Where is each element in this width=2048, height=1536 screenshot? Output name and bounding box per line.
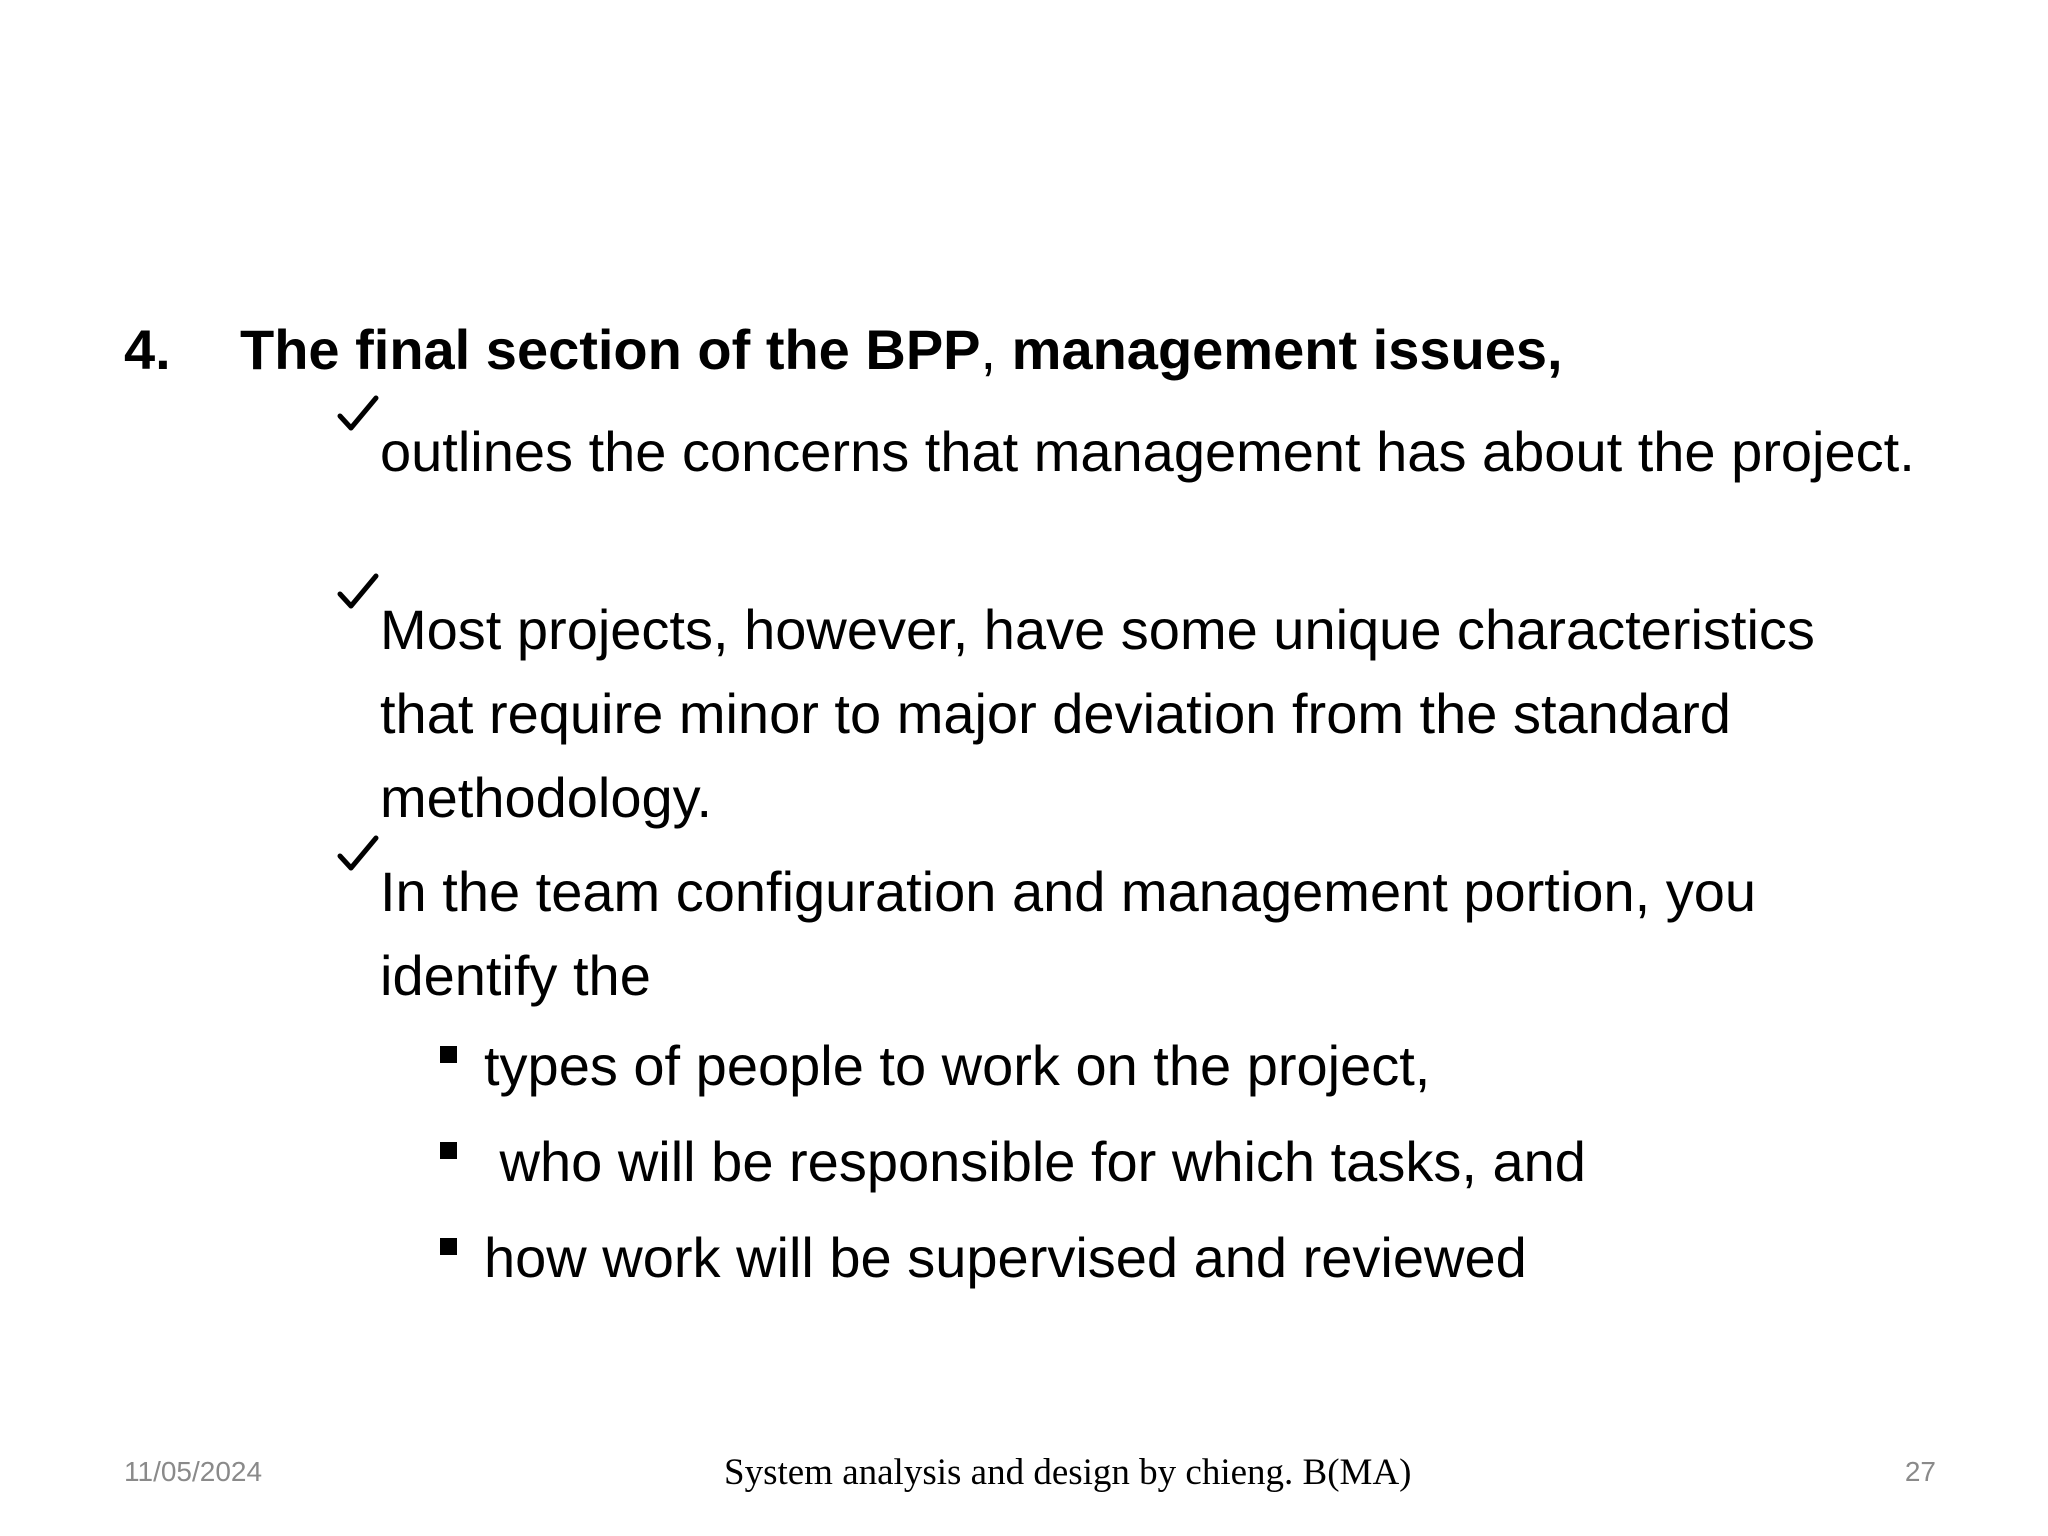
square-bullet-icon bbox=[440, 1046, 457, 1063]
check-item-text: In the team configuration and management portion, you identify the bbox=[380, 860, 1756, 1007]
heading-text-tail: management issues, bbox=[996, 318, 1563, 381]
check-item-1 bbox=[380, 410, 1920, 494]
square-item-text: who will be responsible for which tasks, and bbox=[484, 1130, 1586, 1193]
checkmark-icon bbox=[336, 570, 380, 614]
checkmark-icon bbox=[336, 832, 380, 876]
square-bullet-icon bbox=[440, 1142, 457, 1159]
square-item-3 bbox=[484, 1220, 1527, 1296]
heading-number: 4. bbox=[124, 318, 171, 381]
heading-text-bold: The final section of the BPP bbox=[240, 318, 981, 381]
checkmark-icon bbox=[336, 392, 380, 436]
check-item-text: Most projects, however, have some unique characteristics that require minor to major deviation from the standard methodology. bbox=[380, 598, 1815, 829]
footer-title: System analysis and design by chieng. B(MA) bbox=[724, 1452, 1412, 1493]
heading-text bbox=[240, 312, 1563, 388]
square-bullet-icon bbox=[440, 1238, 457, 1255]
heading-comma: , bbox=[980, 318, 997, 381]
square-item-1 bbox=[484, 1028, 1430, 1104]
check-item-2 bbox=[380, 588, 1920, 840]
square-item-text: how work will be supervised and reviewed bbox=[484, 1226, 1527, 1289]
footer-date: 11/05/2024 bbox=[124, 1456, 263, 1487]
page-number: 27 bbox=[1904, 1456, 1936, 1487]
square-item-text: types of people to work on the project, bbox=[484, 1034, 1431, 1097]
check-item-text: outlines the concerns that management has about the project. bbox=[380, 420, 1915, 483]
check-item-3 bbox=[380, 850, 1920, 1018]
square-item-2 bbox=[484, 1124, 1586, 1200]
